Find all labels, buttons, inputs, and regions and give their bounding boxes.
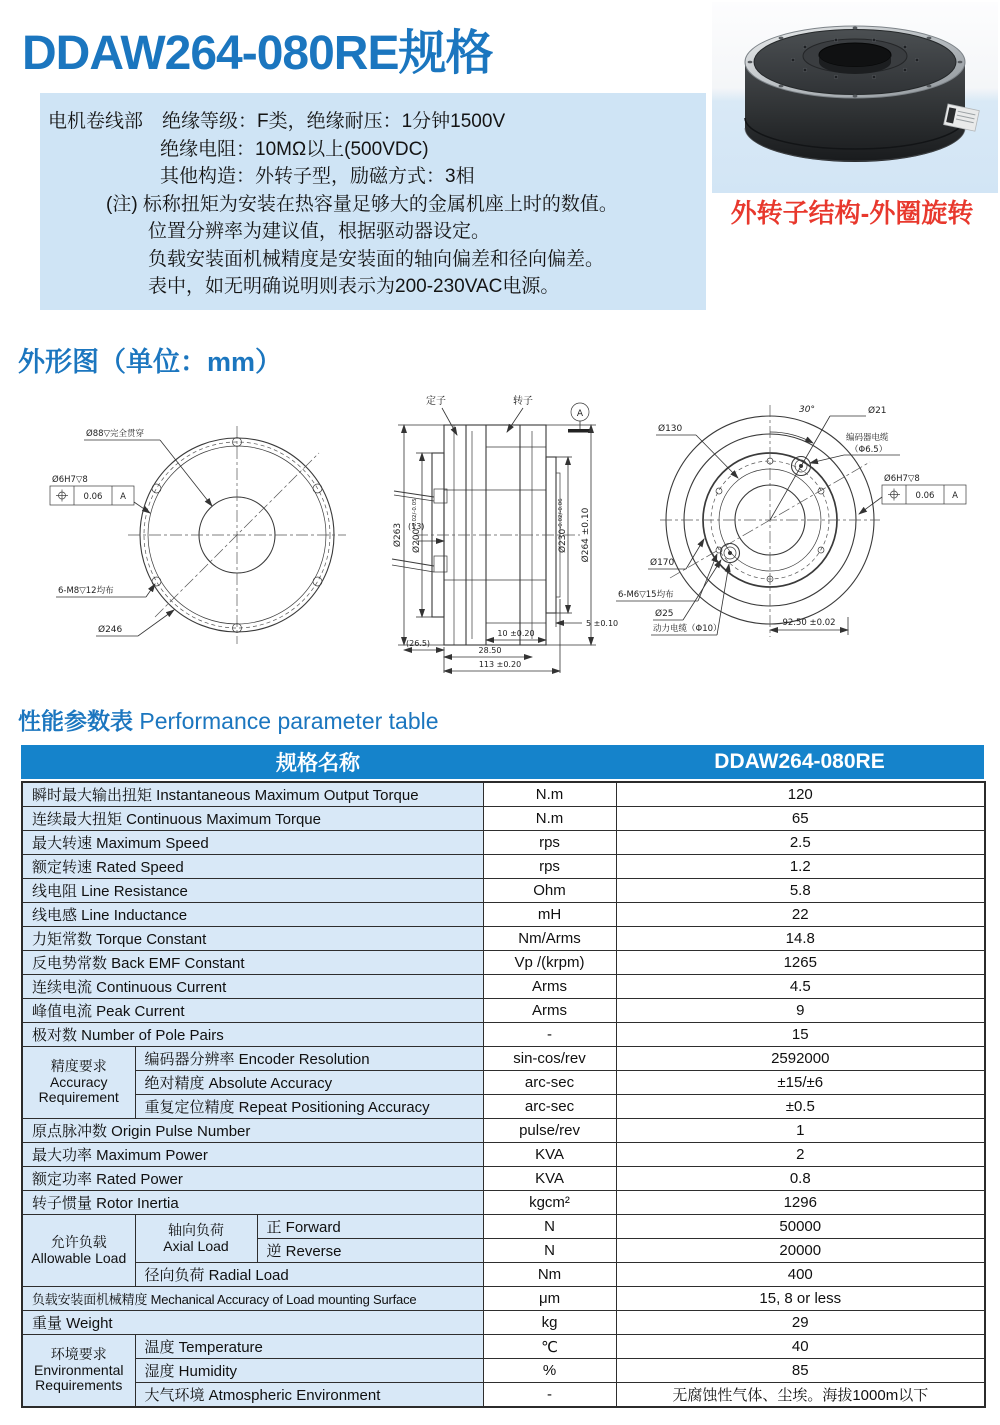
spec-label-cell: 峰值电流 Peak Current xyxy=(22,999,483,1023)
label-rotor: 转子 xyxy=(513,396,533,407)
page-title: DDAW264-080RE规格 xyxy=(22,27,493,80)
spec-label-cell: 转子惯量 Rotor Inertia xyxy=(22,1191,483,1215)
dim-d170: Ø170 xyxy=(650,558,675,568)
power-connector xyxy=(721,544,740,563)
datum-letter: A xyxy=(576,409,584,419)
spec-label-cell: 正 Forward xyxy=(257,1215,483,1239)
spec-label-cell: 力矩常数 Torque Constant xyxy=(22,927,483,951)
dim-label-bolt-pattern: 6-M6▽15均布 xyxy=(618,590,674,600)
label-encoder-cable: 编码器电缆 xyxy=(846,433,889,443)
unit-cell: arc-sec xyxy=(483,1095,616,1119)
value-cell: ±15/±6 xyxy=(616,1071,985,1095)
datum-letter: A xyxy=(952,491,958,501)
tolerance-frame xyxy=(859,473,966,514)
info-line: 负载安装面机械精度是安装面的轴向偏差和径向偏差。 xyxy=(148,248,605,270)
value-cell: 2592000 xyxy=(616,1047,985,1071)
dim-d200: $Ø200^{-0.02/-0.05}$ xyxy=(412,498,422,553)
value-cell: 50000 xyxy=(616,1215,985,1239)
unit-cell: N.m xyxy=(483,807,616,831)
drawing-rear-view xyxy=(616,405,966,637)
unit-cell: rps xyxy=(483,831,616,855)
spec-label-cell: 额定功率 Rated Power xyxy=(22,1167,483,1191)
dim-label-hole-spec: Ø6H7▽8 xyxy=(884,474,920,484)
header-spec-name: 规格名称 xyxy=(276,752,360,775)
value-cell: 9 xyxy=(616,999,985,1023)
value-cell: 1296 xyxy=(616,1191,985,1215)
info-line: 表中，如无明确说明则表示为200-230VAC电源。 xyxy=(148,276,560,297)
value-cell: 2.5 xyxy=(616,831,985,855)
unit-cell: mH xyxy=(483,903,616,927)
drawing-front-view xyxy=(50,426,346,644)
dim-265: (26.5) xyxy=(406,639,431,648)
dim-label-d246: Ø246 xyxy=(98,625,123,635)
label-power-cable: 动力电缆（Φ10） xyxy=(653,624,722,634)
unit-cell: - xyxy=(483,1383,616,1408)
perf-table-header xyxy=(21,745,984,779)
info-line: 绝缘电阻：10MΩ以上(500VDC) xyxy=(160,138,429,160)
performance-table xyxy=(21,781,986,1408)
dim-113: 113 ±0.20 xyxy=(478,660,522,669)
spec-label-cell: 径向负荷 Radial Load xyxy=(135,1263,483,1287)
unit-cell: - xyxy=(483,1023,616,1047)
unit-cell: pulse/rev xyxy=(483,1119,616,1143)
perf-section-title xyxy=(18,703,439,736)
unit-cell: kg xyxy=(483,1311,616,1335)
unit-cell: ℃ xyxy=(483,1335,616,1359)
value-cell: ±0.5 xyxy=(616,1095,985,1119)
unit-cell: arc-sec xyxy=(483,1071,616,1095)
dim-label-hole-spec: Ø6H7▽8 xyxy=(52,475,88,485)
unit-cell: % xyxy=(483,1359,616,1383)
value-cell: 29 xyxy=(616,1311,985,1335)
value-cell: 14.8 xyxy=(616,927,985,951)
dim-label-bolt-pattern: 6-M8▽12均布 xyxy=(58,586,114,596)
value-cell: 15 xyxy=(616,1023,985,1047)
motor-illustration xyxy=(712,2,998,193)
label-encoder-cable-size: （Φ6.5） xyxy=(850,445,888,455)
position-tolerance-icon xyxy=(888,489,900,501)
spec-label-cell: 绝对精度 Absolute Accuracy xyxy=(135,1071,483,1095)
dim-angle-30: 30° xyxy=(799,405,815,415)
perf-title-zh: 性能参数表 xyxy=(18,708,133,734)
spec-label-cell: 原点脉冲数 Origin Pulse Number xyxy=(22,1119,483,1143)
spec-label-cell: 编码器分辨率 Encoder Resolution xyxy=(135,1047,483,1071)
dim-label-through-hole: Ø88▽完全贯穿 xyxy=(86,429,145,439)
group-cell: 允许负载 Allowable Load xyxy=(22,1215,135,1287)
header-model: DDAW264-080RE xyxy=(714,750,885,773)
tolerance-value: 0.06 xyxy=(915,491,935,501)
value-cell: 120 xyxy=(616,782,985,807)
value-cell: 0.8 xyxy=(616,1167,985,1191)
spec-label-cell: 反电势常数 Back EMF Constant xyxy=(22,951,483,975)
dim-9250: 92.50 ±0.02 xyxy=(782,618,836,628)
value-cell: 22 xyxy=(616,903,985,927)
dim-5: 5 ±0.10 xyxy=(586,619,619,628)
value-cell: 85 xyxy=(616,1359,985,1383)
spec-label-cell: 最大功率 Maximum Power xyxy=(22,1143,483,1167)
unit-cell: N xyxy=(483,1239,616,1263)
info-line: 其他构造：外转子型，励磁方式：3相 xyxy=(160,166,475,187)
value-cell: 400 xyxy=(616,1263,985,1287)
value-cell: 40 xyxy=(616,1335,985,1359)
perf-title-en: Performance parameter table xyxy=(133,708,439,734)
dim-d230: $Ø230^{-0.02/-0.06}$ xyxy=(558,498,568,553)
unit-cell: Ohm xyxy=(483,879,616,903)
unit-cell: Nm xyxy=(483,1263,616,1287)
value-cell: 1.2 xyxy=(616,855,985,879)
unit-cell: N.m xyxy=(483,782,616,807)
dim-d264: Ø264 ±0.10 xyxy=(581,507,591,563)
spec-label-cell: 连续最大扭矩 Continuous Maximum Torque xyxy=(22,807,483,831)
dim-d130: Ø130 xyxy=(658,424,683,434)
spec-label-cell: 温度 Temperature xyxy=(135,1335,483,1359)
info-box xyxy=(40,93,706,310)
spec-label-cell: 重量 Weight xyxy=(22,1311,483,1335)
spec-label-cell: 额定转速 Rated Speed xyxy=(22,855,483,879)
spec-label-cell: 连续电流 Continuous Current xyxy=(22,975,483,999)
spec-label-cell: 逆 Reverse xyxy=(257,1239,483,1263)
value-cell: 无腐蚀性气体、尘埃。海拔1000m以下 xyxy=(616,1383,985,1408)
value-cell: 65 xyxy=(616,807,985,831)
value-cell: 2 xyxy=(616,1143,985,1167)
position-tolerance-icon xyxy=(56,490,68,502)
unit-cell: Vp /(krpm) xyxy=(483,951,616,975)
dim-2850: 28.50 xyxy=(478,646,502,655)
drawing-side-view xyxy=(392,394,618,673)
value-cell: 1265 xyxy=(616,951,985,975)
dim-d263: Ø263 xyxy=(393,522,403,548)
datum-letter: A xyxy=(120,492,126,502)
dim-d25: Ø25 xyxy=(655,609,674,619)
spec-label-cell: 湿度 Humidity xyxy=(135,1359,483,1383)
group-cell: 轴向负荷 Axial Load xyxy=(135,1215,257,1263)
dim-13: (13) xyxy=(408,522,425,531)
value-cell: 15, 8 or less xyxy=(616,1287,985,1311)
info-line: 电机卷线部 绝缘等级：F类，绝缘耐压：1分钟1500V xyxy=(48,111,506,132)
unit-cell: Arms xyxy=(483,975,616,999)
group-cell: 环境要求 Environmental Requirements xyxy=(22,1335,135,1408)
value-cell: 5.8 xyxy=(616,879,985,903)
spec-label-cell: 极对数 Number of Pole Pairs xyxy=(22,1023,483,1047)
spec-label-cell: 负载安装面机械精度 Mechanical Accuracy of Load mounting Surface xyxy=(22,1287,483,1311)
value-cell: 20000 xyxy=(616,1239,985,1263)
spec-label-cell: 最大转速 Maximum Speed xyxy=(22,831,483,855)
tolerance-frame xyxy=(50,474,150,513)
unit-cell: KVA xyxy=(483,1143,616,1167)
unit-cell: sin-cos/rev xyxy=(483,1047,616,1071)
spec-label-cell: 重复定位精度 Repeat Positioning Accuracy xyxy=(135,1095,483,1119)
group-cell: 精度要求 Accuracy Requirement xyxy=(22,1047,135,1119)
outline-drawings xyxy=(20,385,980,685)
photo-caption: 外转子结构-外圈旋转 xyxy=(730,198,974,228)
dim-10: 10 ±0.20 xyxy=(497,629,535,638)
spec-label-cell: 瞬时最大输出扭矩 Instantaneous Maximum Output Torque xyxy=(22,782,483,807)
unit-cell: μm xyxy=(483,1287,616,1311)
product-photo xyxy=(712,2,998,193)
unit-cell: KVA xyxy=(483,1167,616,1191)
datum-flag xyxy=(568,403,592,433)
spec-label-cell: 线电阻 Line Resistance xyxy=(22,879,483,903)
value-cell: 4.5 xyxy=(616,975,985,999)
tolerance-value: 0.06 xyxy=(83,492,103,502)
label-stator: 定子 xyxy=(426,396,446,407)
spec-label-cell: 线电感 Line Inductance xyxy=(22,903,483,927)
unit-cell: Arms xyxy=(483,999,616,1023)
spec-label-cell: 大气环境 Atmospheric Environment xyxy=(135,1383,483,1408)
unit-cell: kgcm² xyxy=(483,1191,616,1215)
unit-cell: Nm/Arms xyxy=(483,927,616,951)
info-line: (注) 标称扭矩为安装在热容量足够大的金属机座上时的数值。 xyxy=(106,193,618,215)
unit-cell: N xyxy=(483,1215,616,1239)
value-cell: 1 xyxy=(616,1119,985,1143)
info-line: 位置分辨率为建议值，根据驱动器设定。 xyxy=(148,221,491,242)
unit-cell: rps xyxy=(483,855,616,879)
dim-d21: Ø21 xyxy=(868,406,887,416)
outline-section-title: 外形图（单位：mm） xyxy=(18,347,283,377)
